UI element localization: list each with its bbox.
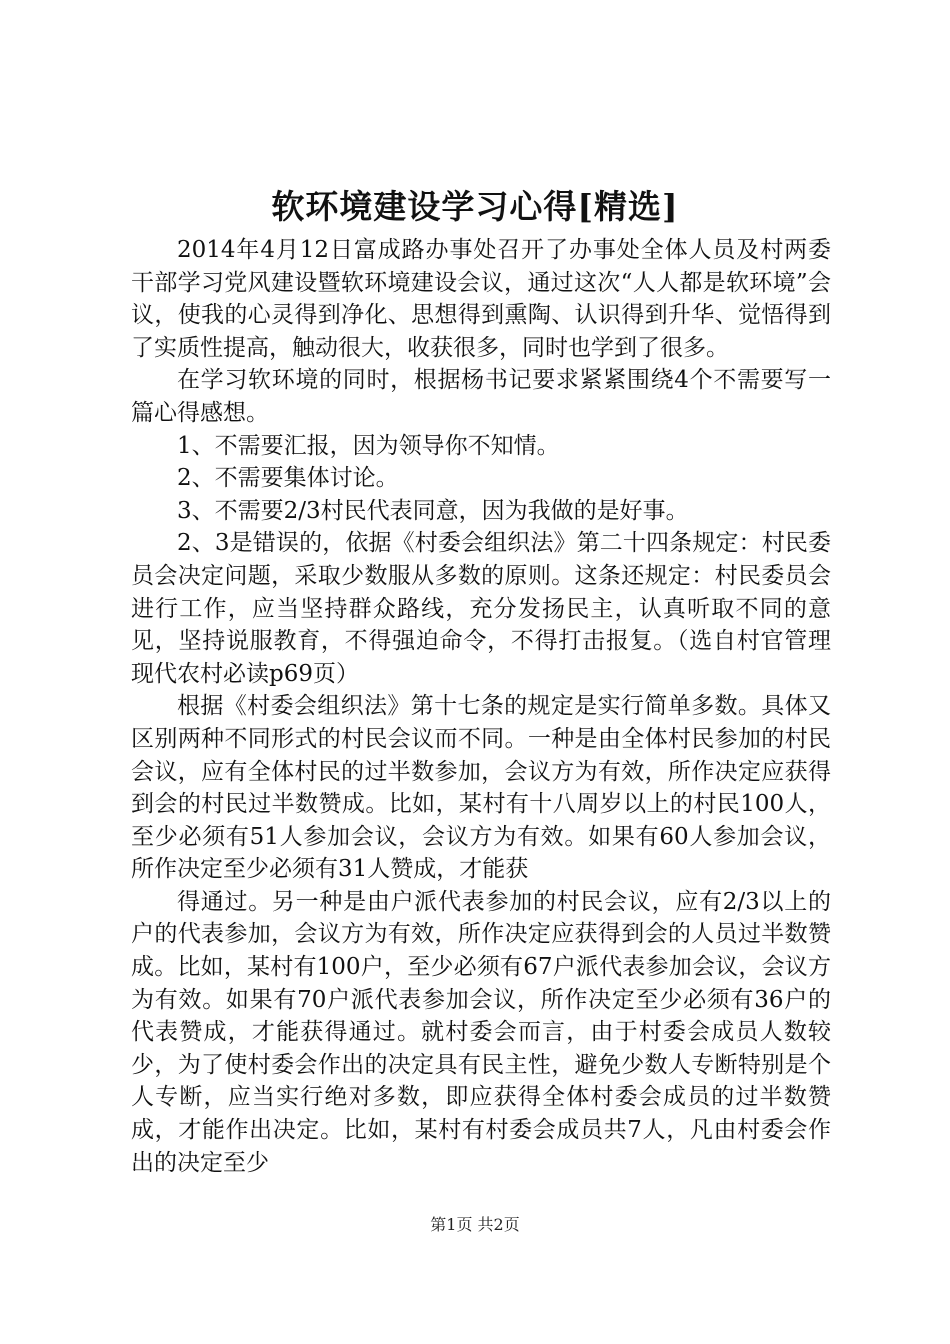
paragraph-four-requirements: 在学习软环境的同时，根据杨书记要求紧紧围绕4个不需要写一篇心得感想。 xyxy=(131,367,831,426)
paragraph-household-meeting: 得通过。另一种是由户派代表参加的村民会议，应有2/3以上的户的代表参加，会议方为有效，所作决定应获得到会的人员过半数赞成。比如，某村有100户，至少必须有67户派代表参加会议，会议方为有效。如果有70户派代表参加会议，所作决定至少必须有36户的代表赞成，才能获得通过。就村委会而言，由于村委会成员人数较少，为了使村委会作出的决定具有民主性，避免少数人专断特别是个人专断，应当实行绝对多数，即应获得全体村委会成员的过半数赞成，才能作出决定。比如，某村有村委会成员共7人，凡由村委会作出的决定至少 xyxy=(131,888,831,1176)
list-item-3: 3、不需要2/3村民代表同意，因为我做的是好事。 xyxy=(177,497,689,524)
list-item-2: 2、不需要集体讨论。 xyxy=(177,465,399,492)
paragraph-meeting-intro: 2014年4月12日富成路办事处召开了办事处全体人员及村两委干部学习党风建设暨软环境建设会议，通过这次“人人都是软环境”会议，使我的心灵得到净化、思想得到熏陶、认识得到升华、觉悟得到了实质性提高，触动很大，收获很多，同时也学到了很多。 xyxy=(131,237,831,361)
paragraph-article-17: 根据《村委会组织法》第十七条的规定是实行简单多数。具体又区别两种不同形式的村民会议而不同。一种是由全体村民参加的村民会议，应有全体村民的过半数参加，会议方为有效，所作决定应获得到会的村民过半数赞成。比如，某村有十八周岁以上的村民100人，至少必须有51人参加会议，会议方为有效。如果有60人参加会议，所作决定至少必须有31人赞成，才能获 xyxy=(131,693,831,883)
paragraph-article-24: 2、3是错误的，依据《村委会组织法》第二十四条规定：村民委员会决定问题，采取少数服从多数的原则。这条还规定：村民委员会进行工作，应当坚持群众路线，充分发扬民主，认真听取不同的意见，坚持说服教育，不得强迫命令，不得打击报复。（选自村官管理现代农村必读p69页） xyxy=(131,530,831,687)
page-number-footer: 第1页 共2页 xyxy=(430,1215,520,1234)
document-body xyxy=(131,234,831,1179)
list-item-1: 1、不需要汇报，因为领导你不知情。 xyxy=(177,432,560,459)
document-title: 软环境建设学习心得[精选] xyxy=(271,187,679,226)
